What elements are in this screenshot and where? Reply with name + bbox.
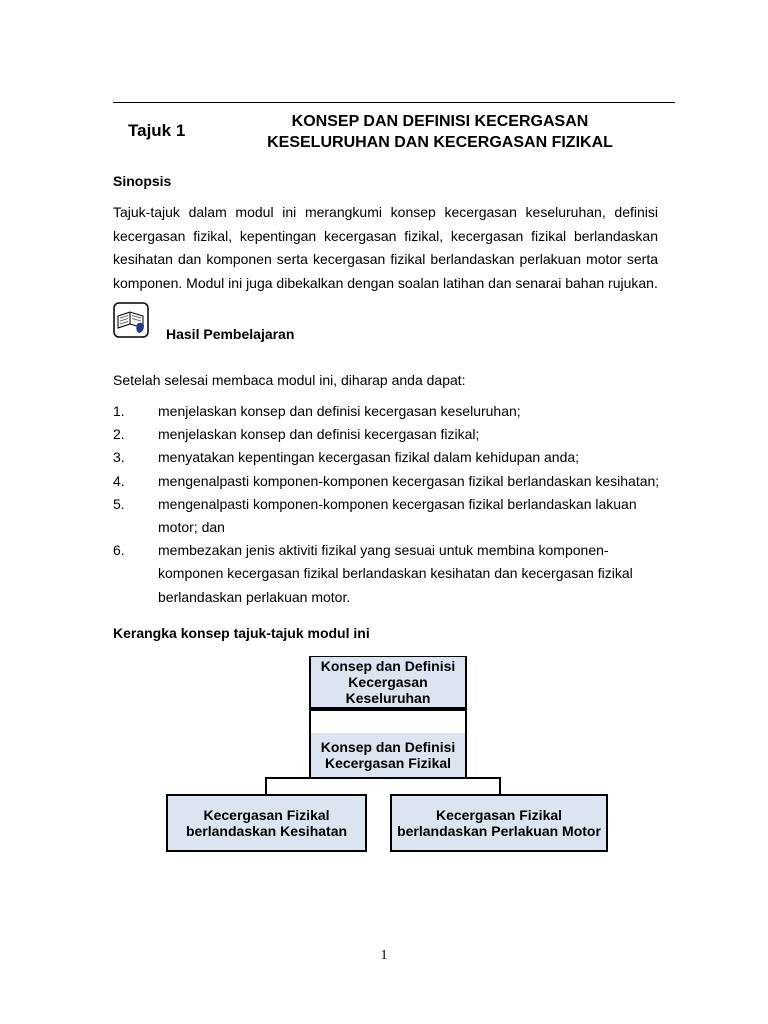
concept-box-overall-fitness: Konsep dan Definisi Kecergasan Keseluruhan <box>309 656 467 709</box>
concept-box-physical-fitness: Konsep dan Definisi Kecergasan Fizikal <box>309 733 467 777</box>
connector-line <box>265 777 501 779</box>
list-item-number: 2. <box>113 426 125 443</box>
list-item-text: mengenalpasti komponen-komponen kecergasan fizikal berlandaskan kesihatan; <box>158 472 660 489</box>
connector-line <box>499 777 501 794</box>
reading-book-icon <box>113 302 149 338</box>
header-rule <box>113 102 675 103</box>
connector-line <box>309 709 467 711</box>
topic-label: Tajuk 1 <box>128 121 186 140</box>
list-item-number: 6. <box>113 542 125 559</box>
list-item <box>113 423 673 446</box>
topic-title <box>230 111 650 153</box>
list-item <box>113 400 673 423</box>
list-item <box>113 446 673 469</box>
list-item-text: menjelaskan konsep dan definisi kecergasan fizikal; <box>158 426 480 443</box>
page-number: 1 <box>380 948 388 963</box>
list-item-text: menyatakan kepentingan kecergasan fizikal dalam kehidupan anda; <box>158 449 580 466</box>
list-item-text: membezakan jenis aktiviti fizikal yang sesuai untuk membina komponen-komponen kecergasan fizikal berlandaskan kesihatan dan kecergasan fizikal berlandaskan perlakuan motor. <box>158 542 633 605</box>
list-item-number: 3. <box>113 449 125 466</box>
topic-title-line-2: KESELURUHAN DAN KECERGASAN FIZIKAL <box>267 134 613 151</box>
connector-line <box>265 777 267 794</box>
list-item-number: 4. <box>113 472 125 489</box>
list-item-text: menjelaskan konsep dan definisi kecergasan keseluruhan; <box>158 403 521 419</box>
kerangka-heading: Kerangka konsep tajuk-tajuk modul ini <box>113 625 370 641</box>
objectives-list <box>113 400 673 609</box>
concept-box-motor-fitness: Kecergasan Fizikal berlandaskan Perlakuan Motor <box>390 794 608 852</box>
list-item <box>113 470 673 493</box>
list-item-text: mengenalpasti komponen-komponen kecergasan fizikal berlandaskan lakuan motor; dan <box>158 495 637 536</box>
hasil-heading: Hasil Pembelajaran <box>166 326 295 342</box>
list-item-number: 5. <box>113 495 125 512</box>
list-item <box>113 493 673 539</box>
hasil-intro: Setelah selesai membaca modul ini, diharap anda dapat: <box>113 372 466 388</box>
sinopsis-text: Tajuk-tajuk dalam modul ini merangkumi konsep kecergasan keseluruhan, definisi kecergasan fizikal, kepentingan kecergasan fizikal, kecergasan fizikal berlandaskan kesihatan dan komponen serta kecergasan fizikal berlandaskan perlakuan motor serta komponen. Modul ini juga dibekalkan dengan soalan latihan dan senarai bahan rujukan. <box>113 204 658 291</box>
concept-box-health-fitness: Kecergasan Fizikal berlandaskan Kesihatan <box>166 794 367 852</box>
sinopsis-heading: Sinopsis <box>113 173 172 189</box>
list-item <box>113 539 673 609</box>
topic-title-line-1: KONSEP DAN DEFINISI KECERGASAN <box>291 113 589 130</box>
list-item-number: 1. <box>113 403 125 419</box>
